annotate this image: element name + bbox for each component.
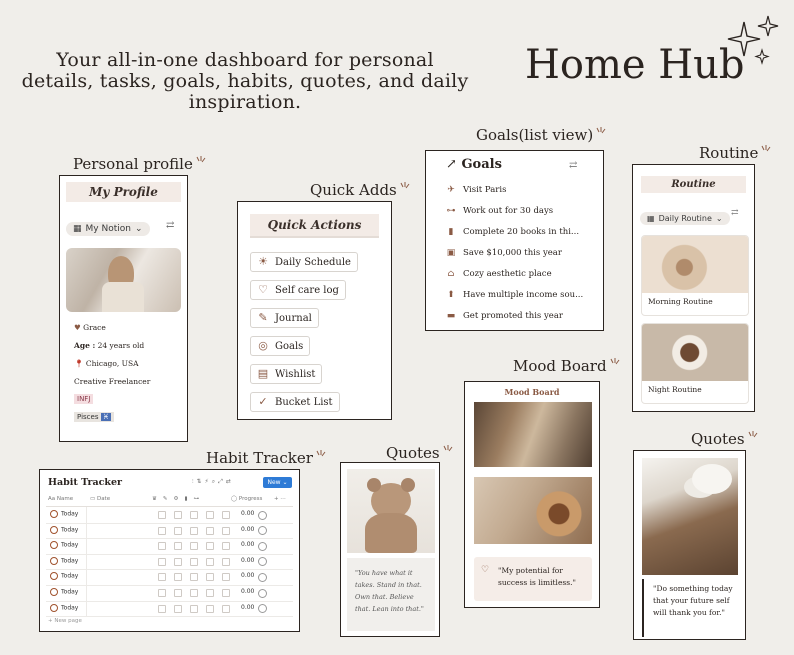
money-icon: ▣ bbox=[446, 248, 456, 258]
row-name[interactable]: Today bbox=[50, 510, 78, 518]
habit-checkbox[interactable] bbox=[158, 558, 166, 566]
goals-card bbox=[425, 150, 604, 331]
progress-ring-icon bbox=[258, 589, 267, 598]
habit-checkbox[interactable] bbox=[206, 542, 214, 550]
label-habit-tracker: Habit Tracker bbox=[206, 449, 327, 467]
progress-value: 0.00 bbox=[241, 603, 255, 611]
row-name[interactable]: Today bbox=[50, 557, 78, 565]
progress-ring-icon bbox=[258, 604, 267, 613]
quote-text-1: "You have what it takes. Stand in that. Own that. Believe that. Lean into that." bbox=[355, 569, 424, 613]
habit-checkbox[interactable] bbox=[222, 605, 230, 613]
column-divider bbox=[86, 538, 87, 554]
routine-card-night[interactable]: Night Routine bbox=[641, 323, 749, 404]
arrow-up-right-icon: ↗ bbox=[446, 157, 457, 172]
target-icon: ◎ bbox=[258, 339, 268, 352]
habit-checkbox[interactable] bbox=[190, 558, 198, 566]
mood-quote-box bbox=[474, 557, 592, 601]
upload-icon: ⬆ bbox=[447, 290, 455, 300]
habit-checkbox[interactable] bbox=[158, 573, 166, 581]
heart-icon: ♡ bbox=[481, 565, 490, 575]
sparkle-icon bbox=[726, 14, 782, 66]
table-row[interactable] bbox=[46, 507, 293, 524]
habit-checkbox[interactable] bbox=[190, 589, 198, 597]
self-care-log-button[interactable]: ♡ Self care log bbox=[250, 280, 346, 300]
quick-actions-heading: Quick Actions bbox=[250, 214, 379, 238]
habit-checkbox[interactable] bbox=[174, 527, 182, 535]
habit-checkbox[interactable] bbox=[174, 573, 182, 581]
column-divider bbox=[86, 569, 87, 585]
label-quotes-2: Quotes bbox=[691, 430, 759, 448]
column-divider bbox=[86, 523, 87, 539]
dried-flowers-image bbox=[642, 236, 748, 293]
profile-photo bbox=[66, 248, 181, 312]
flowers-and-coat-image bbox=[642, 458, 738, 575]
habit-checkbox[interactable] bbox=[158, 511, 166, 519]
journal-button[interactable]: ✎ Journal bbox=[250, 308, 319, 328]
table-header: Aa Name ▭ Date ♛✎⚙▮⊶ ◯ Progress + ⋯ bbox=[46, 494, 293, 507]
status-circle-icon bbox=[50, 510, 58, 518]
column-divider bbox=[86, 585, 87, 601]
profile-occupation: Creative Freelancer bbox=[74, 377, 151, 386]
mood-board-heading: Mood Board bbox=[504, 387, 560, 397]
coffee-image bbox=[642, 324, 748, 381]
plane-icon: ✈ bbox=[447, 185, 455, 195]
habit-checkbox[interactable] bbox=[222, 589, 230, 597]
habit-checkbox[interactable] bbox=[222, 542, 230, 550]
goal-item[interactable]: ✈ Visit Paris bbox=[447, 185, 507, 195]
habit-checkbox[interactable] bbox=[158, 542, 166, 550]
progress-ring-icon bbox=[258, 573, 267, 582]
book-icon: ▮ bbox=[448, 227, 454, 237]
cat-and-cookies-image bbox=[474, 477, 592, 544]
pisces-icon: ♓ bbox=[102, 413, 109, 421]
row-name[interactable]: Today bbox=[50, 588, 78, 596]
routine-heading: Routine bbox=[641, 176, 746, 193]
routine-card bbox=[632, 164, 755, 412]
quote-bar bbox=[642, 579, 644, 637]
habit-checkbox[interactable] bbox=[158, 605, 166, 613]
table-row[interactable] bbox=[46, 569, 293, 586]
profile-heading: My Profile bbox=[66, 182, 181, 202]
habit-checkbox[interactable] bbox=[222, 511, 230, 519]
table-row[interactable] bbox=[46, 554, 293, 571]
habit-checkbox[interactable] bbox=[190, 527, 198, 535]
grid-icon: ▦ bbox=[73, 224, 82, 234]
label-mood-board: Mood Board bbox=[513, 357, 621, 375]
goals-button[interactable]: ◎ Goals bbox=[250, 336, 310, 356]
goals-heading: ↗ Goals bbox=[446, 157, 502, 172]
habit-column-icons: ♛✎⚙▮⊶ bbox=[152, 496, 205, 502]
pin-icon: 📍︎ bbox=[74, 359, 84, 368]
habit-checkbox[interactable] bbox=[174, 558, 182, 566]
accent-lines-icon bbox=[747, 430, 759, 442]
heart-icon: ♡ bbox=[258, 283, 268, 296]
view-selector[interactable]: ▦ Daily Routine ⌄ bbox=[640, 212, 730, 225]
progress-value: 0.00 bbox=[241, 510, 255, 517]
habit-checkbox[interactable] bbox=[222, 558, 230, 566]
row-name[interactable]: Today bbox=[50, 572, 78, 580]
daily-schedule-button[interactable]: ☀ Daily Schedule bbox=[250, 252, 358, 272]
mbti-tag: INFJ bbox=[74, 394, 93, 404]
table-row[interactable] bbox=[46, 585, 293, 602]
habit-checkbox[interactable] bbox=[222, 573, 230, 581]
settings-icon[interactable]: ⇄ bbox=[166, 220, 175, 231]
habit-tracker-card bbox=[39, 469, 300, 632]
accent-lines-icon bbox=[399, 181, 411, 193]
column-divider bbox=[86, 507, 87, 523]
column-divider bbox=[86, 554, 87, 570]
briefcase-icon: ▬ bbox=[446, 311, 456, 321]
habit-checkbox[interactable] bbox=[158, 589, 166, 597]
status-circle-icon bbox=[50, 588, 58, 596]
table-row[interactable] bbox=[46, 538, 293, 555]
wishlist-button[interactable]: ▤ Wishlist bbox=[250, 364, 322, 384]
goal-item[interactable]: ⬆ Have multiple income sou... bbox=[447, 290, 584, 300]
view-selector[interactable]: ▦ My Notion ⌄ bbox=[66, 222, 150, 236]
progress-ring-icon bbox=[258, 542, 267, 551]
accent-lines-icon bbox=[315, 449, 327, 461]
toolbar-icons[interactable]: ⫶⇅⚡⌕⤢⇄ bbox=[192, 478, 234, 485]
habit-checkbox[interactable] bbox=[190, 511, 198, 519]
heart-icon: ♥ bbox=[74, 323, 81, 332]
habit-checkbox[interactable] bbox=[206, 589, 214, 597]
goal-item[interactable]: ▮ Complete 20 books in thi... bbox=[446, 227, 579, 237]
dumbbell-icon: ⊶ bbox=[446, 206, 456, 216]
label-routine: Routine bbox=[699, 144, 772, 162]
profile-name: ♥ Grace bbox=[74, 323, 106, 332]
table-row[interactable] bbox=[46, 523, 293, 540]
accent-lines-icon bbox=[595, 126, 607, 138]
tagline: Your all-in-one dashboard for personal details, tasks, goals, habits, quotes, and daily inspiration. bbox=[21, 49, 469, 113]
profile-age: Age : 24 years old bbox=[74, 341, 145, 350]
habit-checkbox[interactable] bbox=[206, 511, 214, 519]
status-circle-icon bbox=[50, 604, 58, 612]
accent-lines-icon bbox=[760, 144, 772, 156]
status-circle-icon bbox=[50, 557, 58, 565]
quote-card-2 bbox=[633, 450, 746, 640]
progress-ring-icon bbox=[258, 557, 267, 566]
progress-value: 0.00 bbox=[241, 588, 255, 595]
books-image bbox=[474, 402, 592, 467]
habit-checkbox[interactable] bbox=[174, 511, 182, 519]
label-personal-profile: Personal profile bbox=[73, 155, 207, 173]
habit-checkbox[interactable] bbox=[174, 589, 182, 597]
settings-icon[interactable]: ⇄ bbox=[731, 208, 739, 218]
teddy-bear-image bbox=[347, 469, 435, 553]
house-icon: ⌂ bbox=[447, 269, 455, 279]
accent-lines-icon bbox=[609, 357, 621, 369]
goal-item[interactable]: ⊶ Work out for 30 days bbox=[446, 206, 554, 216]
progress-value: 0.00 bbox=[241, 525, 255, 533]
accent-lines-icon bbox=[442, 444, 454, 456]
habit-checkbox[interactable] bbox=[190, 605, 198, 613]
habit-checkbox[interactable] bbox=[206, 573, 214, 581]
zodiac-tag: Pisces ♓ bbox=[74, 412, 114, 422]
table-row[interactable] bbox=[46, 601, 293, 618]
progress-value: 0.00 bbox=[241, 572, 255, 580]
new-page-link[interactable]: + New page bbox=[48, 618, 82, 624]
row-name[interactable]: Today bbox=[50, 541, 78, 549]
profile-card bbox=[59, 175, 188, 442]
new-button[interactable]: New ⌄ bbox=[263, 477, 292, 488]
goal-item[interactable]: ⌂ Cozy aesthetic place bbox=[447, 269, 552, 279]
quote-card-1 bbox=[340, 462, 440, 637]
profile-location: 📍︎ Chicago, USA bbox=[74, 359, 139, 368]
accent-lines-icon bbox=[195, 155, 207, 167]
habit-checkbox[interactable] bbox=[174, 542, 182, 550]
goal-item[interactable]: ▣ Save $10,000 this year bbox=[446, 248, 562, 258]
habit-checkbox[interactable] bbox=[174, 605, 182, 613]
quote-text-2: "Do something today that your future self will thank you for." bbox=[653, 584, 733, 617]
label-quick-adds: Quick Adds bbox=[310, 181, 411, 199]
habit-checkbox[interactable] bbox=[206, 527, 214, 535]
label-quotes-1: Quotes bbox=[386, 444, 454, 462]
bucket-list-button[interactable]: ✓ Bucket List bbox=[250, 392, 340, 412]
hero-title: Home Hub bbox=[525, 42, 745, 88]
goal-item[interactable]: ▬ Get promoted this year bbox=[446, 311, 563, 321]
status-circle-icon bbox=[50, 572, 58, 580]
routine-card-morning[interactable]: Morning Routine bbox=[641, 235, 749, 316]
habit-checkbox[interactable] bbox=[190, 542, 198, 550]
progress-value: 0.00 bbox=[241, 556, 255, 564]
habit-checkbox[interactable] bbox=[206, 558, 214, 566]
habit-checkbox[interactable] bbox=[206, 605, 214, 613]
label-goals-list-view: Goals(list view) bbox=[476, 126, 607, 144]
column-divider bbox=[86, 601, 87, 617]
grid-icon: ▦ bbox=[647, 214, 655, 223]
progress-ring-icon bbox=[258, 526, 267, 535]
quick-actions-card bbox=[237, 201, 392, 420]
progress-ring-icon bbox=[258, 511, 267, 520]
status-circle-icon bbox=[50, 541, 58, 549]
check-icon: ✓ bbox=[258, 395, 268, 408]
mood-board-card bbox=[464, 381, 600, 608]
status-circle-icon bbox=[50, 526, 58, 534]
chevron-down-icon: ⌄ bbox=[134, 224, 143, 234]
pen-icon: ✎ bbox=[258, 311, 268, 324]
row-name[interactable]: Today bbox=[50, 526, 78, 534]
row-name[interactable]: Today bbox=[50, 604, 78, 612]
mood-quote-text: "My potential for success is limitless." bbox=[498, 566, 576, 587]
habit-tracker-heading: Habit Tracker bbox=[48, 477, 123, 488]
habit-checkbox[interactable] bbox=[222, 527, 230, 535]
progress-value: 0.00 bbox=[241, 541, 255, 549]
habit-checkbox[interactable] bbox=[190, 573, 198, 581]
sun-icon: ☀ bbox=[258, 255, 268, 268]
chevron-down-icon: ⌄ bbox=[715, 214, 723, 223]
settings-icon[interactable]: ⇄ bbox=[569, 160, 578, 171]
habit-checkbox[interactable] bbox=[158, 527, 166, 535]
cart-icon: ▤ bbox=[257, 367, 269, 380]
